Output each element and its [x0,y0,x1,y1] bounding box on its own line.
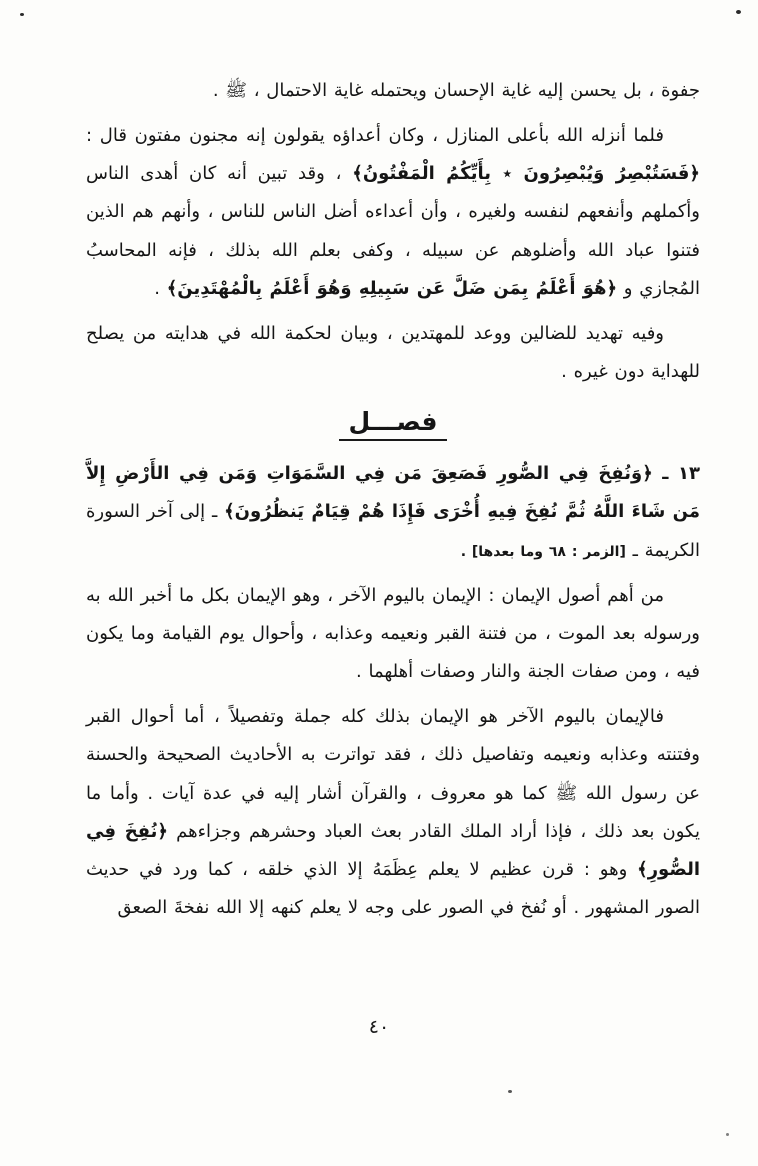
paragraph [86,117,700,308]
verse-citation: [الزمر : ٦٨ وما بعدها] . [460,543,626,560]
body-text: فلما أنزله الله بأعلى المنازل ، وكان أعداؤه يقولون إنه مجنون مفتون قال : [86,125,664,147]
scan-speck [726,1133,729,1136]
page-number: ٤٠ [368,1016,390,1038]
paragraph [86,698,700,927]
body-text: ، وقد تبين أنه كان أهدى الناس وأكملهم وأنفعهم لنفسه ولغيره ، وأن أعداءه أضل الناس للناس ، وأنهم هم الذين فتنوا عباد الله وأضلوهم عن سبيله ، وكفى بعلم الله بذلك ، فإنه المحاسبُ المُجازي و [86,163,700,299]
paragraph-verse [86,455,700,569]
scan-speck [736,10,741,14]
section-heading [86,407,700,441]
body-text: فالإيمان باليوم الآخر هو الإيمان بذلك كله جملة وتفصيلاً ، أما أحوال القبر وفتنته وعذابه ونعيمه وتفاصيل ذلك ، فقد تواترت به الأحاديث الصحيحة والحسنة عن رسول الله ﷺ كما هو معروف ، والقرآن أشار إليه في عدة آيات . وأما ما يكون بعد ذلك ، فإذا أراد الملك القادر بعث العباد وحشرهم وجزاءهم [86,706,700,842]
page-body [86,72,700,934]
quran-quote: ﴿وَنُفِخَ فِي الصُّورِ فَصَعِقَ مَن فِي السَّمَوَاتِ وَمَن فِي الأَرْضِ إِلاَّ مَن شَاءَ اللَّهُ ثُمَّ نُفِخَ فِيهِ أُخْرَى فَإِذَا هُمْ قِيَامٌ يَنظُرُونَ﴾ [86,463,700,523]
quran-quote: ﴿هُوَ أَعْلَمُ بِمَن ضَلَّ عَن سَبِيلِهِ وَهُوَ أَعْلَمُ بِالْمُهْتَدِينَ﴾ [166,277,618,299]
verse-number: ١٣ ـ [652,463,700,485]
section-heading-text: فصـــل [339,407,448,441]
paragraph: من أهم أصول الإيمان : الإيمان باليوم الآخر ، وهو الإيمان بكل ما أخبر الله به ورسوله بعد الموت ، من فتنة القبر ونعيمه وعذابه ، وأحوال يوم القيامة وما يكون فيه ، ومن صفات الجنة والنار وصفات أهلهما . [86,584,700,683]
quran-quote: ﴿فَسَتُبْصِرُ وَيُبْصِرُونَ ٭ بِأَيِّكُمُ الْمَفْتُونُ﴾ [352,163,700,185]
scan-speck [508,1090,512,1093]
paragraph: وفيه تهديد للضالين ووعد للمهتدين ، وبيان لحكمة الله في هدايته من يصلح للهداية دون غيره . [86,322,700,383]
quran-quote: ﴿نُفِخَ فِي الصُّورِ﴾ [86,820,700,880]
body-text: وهو : قرن عظيم لا يعلم عِظَمَهُ إلا الذي خلقه ، كما ورد في حديث الصور المشهور . أو نُفخ في الصور على وجه لا يعلم كنهه إلا الله نفخةَ الصعق [86,858,700,918]
body-text: . [154,277,167,299]
paragraph-continuation: جفوة ، بل يحسن إليه غاية الإحسان ويحتمله غاية الاحتمال ، ﷺ . [212,80,700,101]
body-text: ـ إلى آخر السورة الكريمة ـ [86,501,700,561]
scan-speck [20,13,24,16]
